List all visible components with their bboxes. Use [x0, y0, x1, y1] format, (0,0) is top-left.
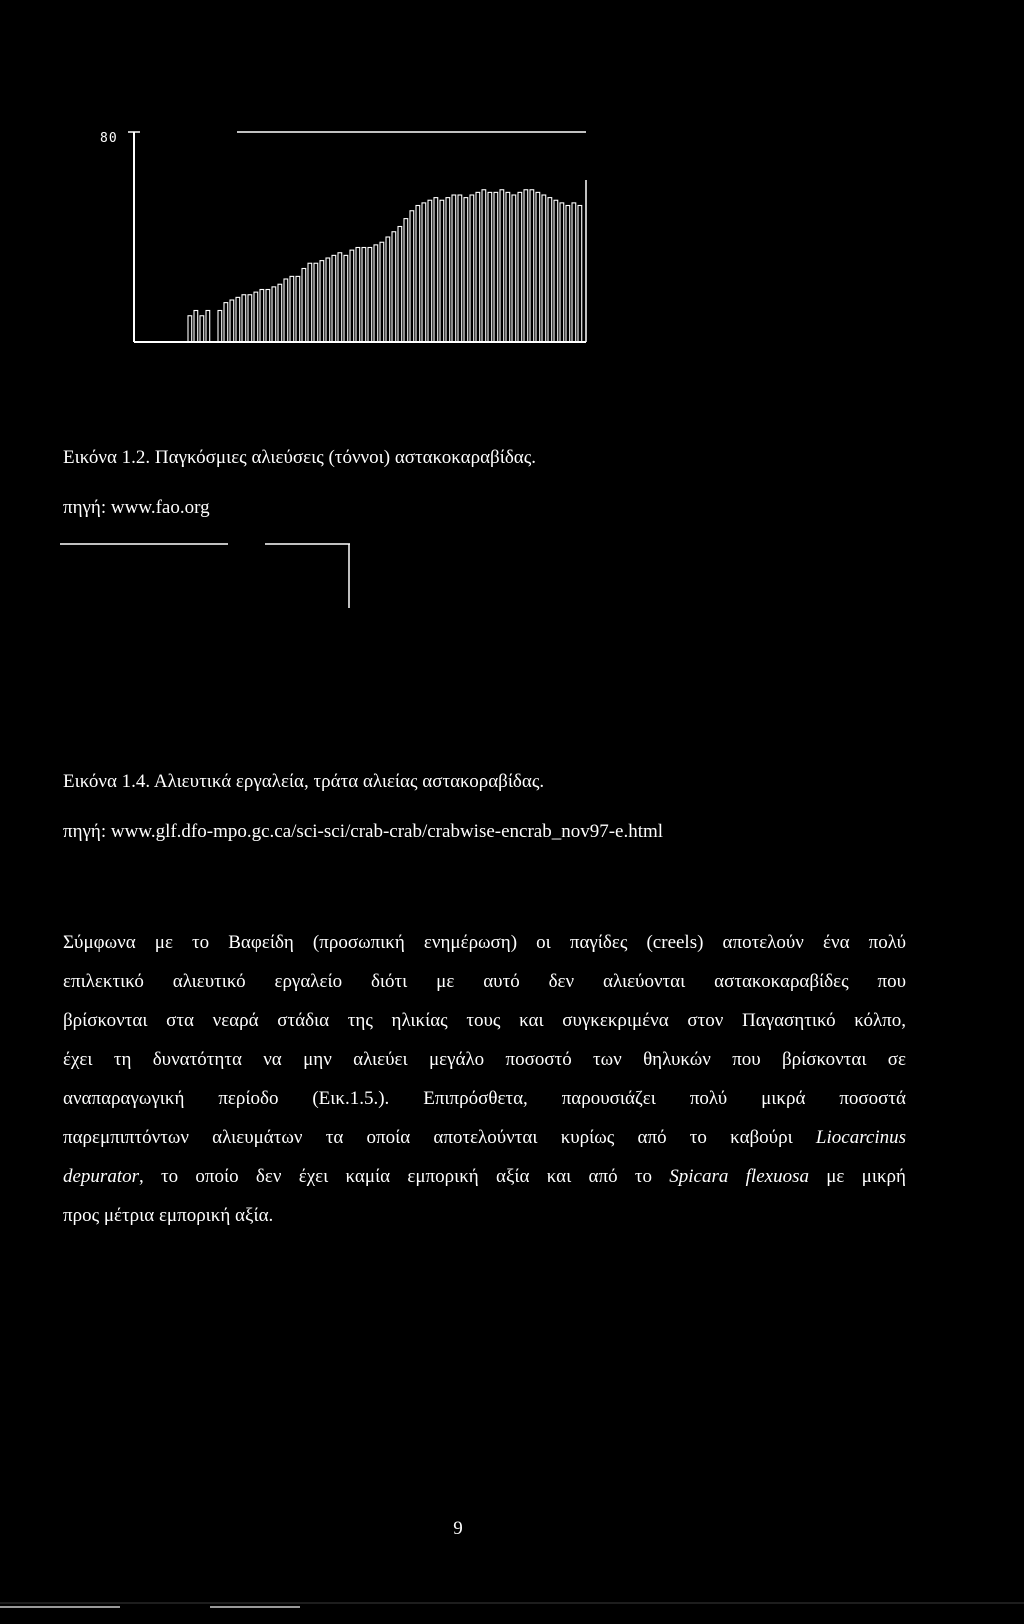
paragraph-text: με μικρή	[808, 1166, 906, 1187]
bar-42	[440, 200, 444, 342]
bar-33	[386, 237, 390, 342]
paragraph-line: αναπαραγωγική περίοδο (Εικ.1.5.). Επιπρόσθετα, παρουσιάζει πολύ μικρά ποσοστά	[63, 1088, 906, 1109]
bar-57	[530, 190, 534, 342]
bar-53	[506, 192, 510, 342]
bar-20	[308, 263, 312, 342]
paragraph-line	[63, 1157, 906, 1196]
figure-1-4-source: πηγή: www.glf.dfo-mpo.gc.ca/sci-sci/crab-crab/crabwise-encrab_nov97-e.html	[63, 821, 664, 842]
figure-1-2-caption: Εικόνα 1.2. Παγκόσμιες αλιεύσεις (τόννοι) αστακοκαραβίδας.	[63, 447, 537, 468]
figure-1-4-caption: Εικόνα 1.4. Αλιευτικά εργαλεία, τράτα αλιείας αστακοραβίδας.	[63, 771, 545, 792]
bar-16	[284, 279, 288, 342]
bar-8	[236, 297, 240, 342]
bar-58	[536, 192, 540, 342]
bar-46	[464, 198, 468, 342]
bar-59	[542, 195, 546, 342]
species-name-spicara-flexuosa: Spicara flexuosa	[669, 1166, 809, 1187]
bar-65	[578, 206, 582, 343]
bar-18	[296, 276, 300, 342]
bar-0	[188, 316, 192, 342]
page-number: 9	[453, 1518, 463, 1539]
bar-1	[194, 311, 198, 343]
bar-13	[266, 290, 270, 343]
paragraph-text: παρεμπιπτόντων αλιευμάτων τα οποία αποτελούνται κυρίως από το καβούρι	[63, 1127, 816, 1148]
bar-60	[548, 198, 552, 342]
bar-15	[278, 284, 282, 342]
paragraph-line: προς μέτρια εμπορική αξία.	[63, 1205, 274, 1226]
bar-10	[248, 295, 252, 342]
bar-44	[452, 195, 456, 342]
bar-9	[242, 295, 246, 342]
paragraph-line: βρίσκονται στα νεαρά στάδια της ηλικίας τους και συγκεκριμένα στον Παγασητικό κόλπο,	[63, 1010, 906, 1031]
bar-26	[344, 255, 348, 342]
bar-28	[356, 248, 360, 343]
bar-61	[554, 200, 558, 342]
figure-1-4-frame	[60, 542, 360, 612]
bar-40	[428, 200, 432, 342]
bar-34	[392, 232, 396, 342]
bar-11	[254, 292, 258, 342]
bar-6	[224, 303, 228, 342]
paragraph-text: , το οποίο δεν έχει καμία εμπορική αξία και από το	[139, 1166, 670, 1187]
bar-22	[320, 261, 324, 342]
bar-21	[314, 263, 318, 342]
bar-2	[200, 316, 204, 342]
bar-51	[494, 192, 498, 342]
bar-47	[470, 195, 474, 342]
paragraph-line	[63, 1118, 906, 1157]
bar-38	[416, 206, 420, 343]
chart-bars	[188, 190, 582, 342]
bar-19	[302, 269, 306, 343]
bar-41	[434, 198, 438, 342]
bar-3	[206, 311, 210, 343]
bar-39	[422, 203, 426, 342]
bar-27	[350, 250, 354, 342]
bar-32	[380, 242, 384, 342]
bar-63	[566, 206, 570, 343]
bar-49	[482, 190, 486, 342]
paragraph-line: έχει τη δυνατότητα να μην αλιεύει μεγάλο ποσοστό των θηλυκών που βρίσκονται σε	[63, 1049, 906, 1070]
bar-31	[374, 245, 378, 342]
bar-64	[572, 203, 576, 342]
y-tick-label-80: 80	[100, 131, 118, 146]
paragraph-line: επιλεκτικό αλιευτικό εργαλείο διότι με αυτό δεν αλιεύονται αστακοκαραβίδες που	[63, 971, 906, 992]
bar-30	[368, 248, 372, 343]
bar-7	[230, 300, 234, 342]
bar-35	[398, 227, 402, 343]
bar-24	[332, 255, 336, 342]
bar-52	[500, 190, 504, 342]
species-name-depurator: depurator	[63, 1166, 139, 1187]
bar-45	[458, 195, 462, 342]
catch-bar-chart	[80, 120, 620, 360]
bar-56	[524, 190, 528, 342]
figure-1-2-source: πηγή: www.fao.org	[63, 497, 210, 518]
bar-23	[326, 258, 330, 342]
bar-5	[218, 311, 222, 343]
bar-12	[260, 290, 264, 343]
bar-48	[476, 192, 480, 342]
bar-43	[446, 198, 450, 342]
bar-25	[338, 253, 342, 342]
bar-14	[272, 287, 276, 342]
bar-55	[518, 192, 522, 342]
bar-29	[362, 248, 366, 343]
bar-50	[488, 192, 492, 342]
paragraph-line: Σύμφωνα με το Βαφείδη (προσωπική ενημέρωση) οι παγίδες (creels) αποτελούν ένα πολύ	[63, 932, 906, 953]
bar-62	[560, 203, 564, 342]
bar-37	[410, 211, 414, 342]
bar-54	[512, 195, 516, 342]
species-name-liocarcinus: Liocarcinus	[815, 1127, 906, 1148]
bar-36	[404, 219, 408, 342]
body-paragraph	[63, 923, 906, 1235]
footer-rule	[0, 1600, 1024, 1612]
bar-17	[290, 276, 294, 342]
